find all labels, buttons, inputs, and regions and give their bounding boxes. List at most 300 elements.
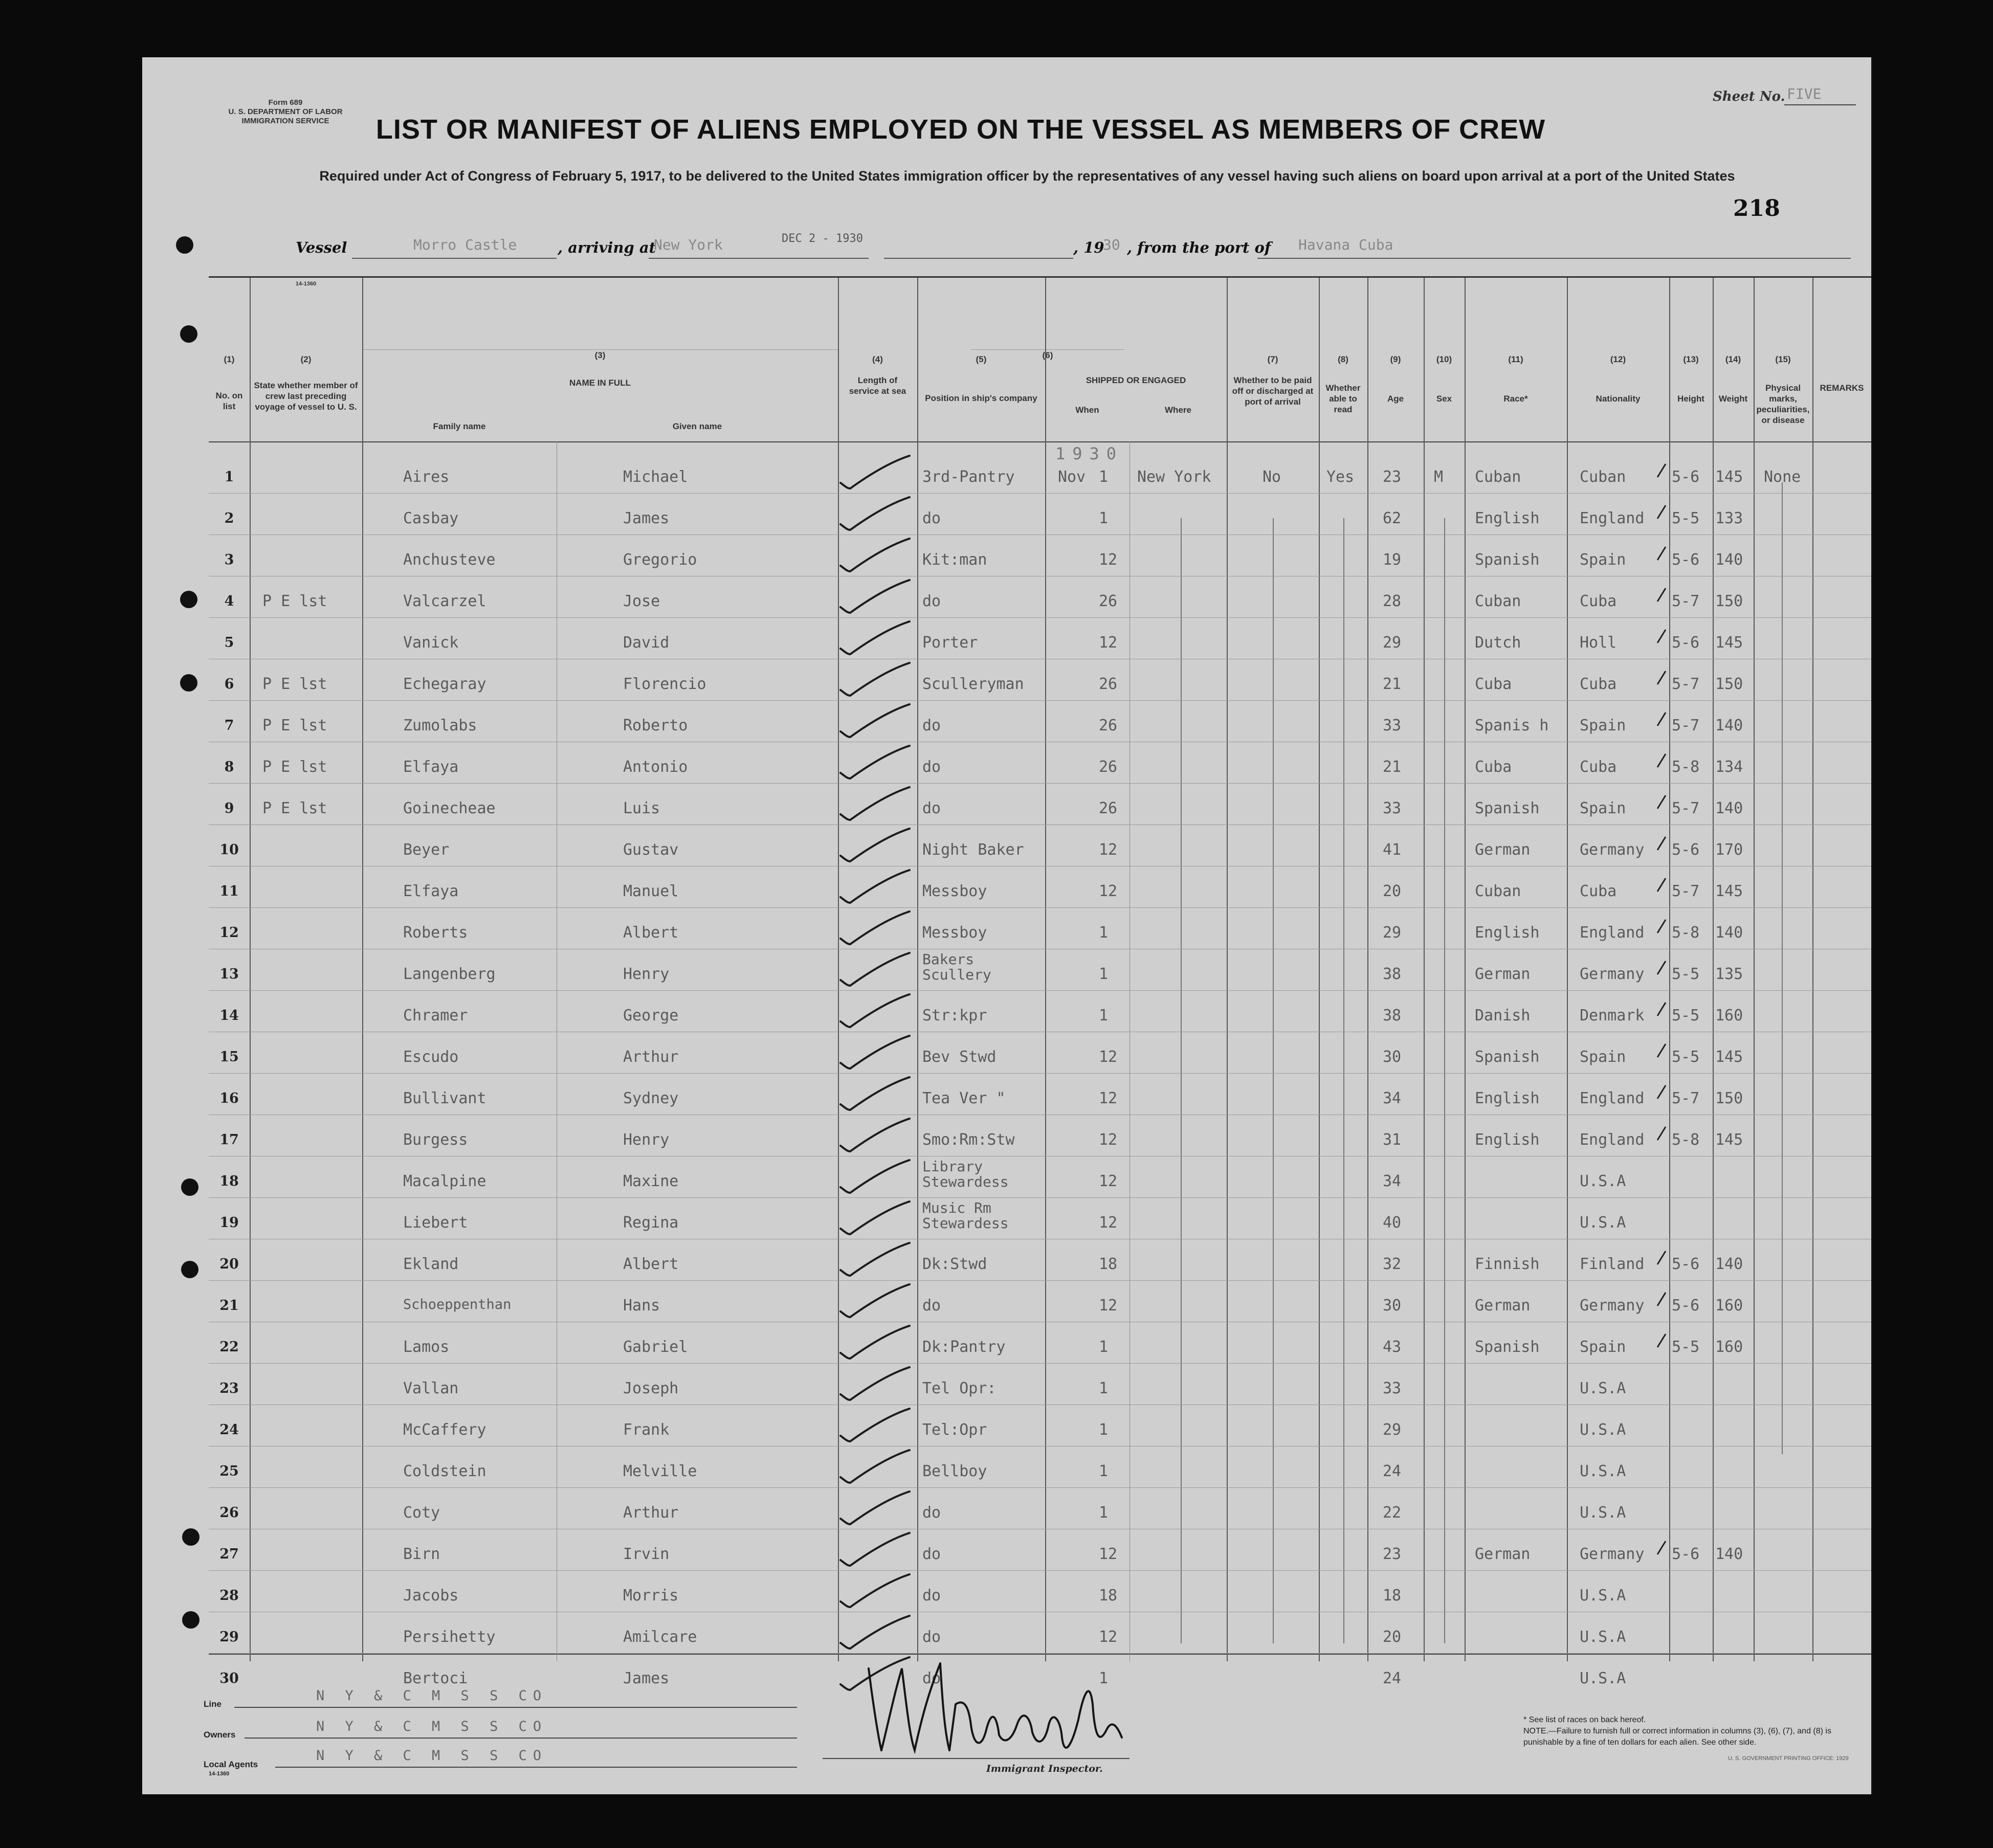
row-number: 7 xyxy=(224,718,234,733)
row-position: do xyxy=(922,1587,941,1605)
hdr-family-name: Family name xyxy=(433,421,486,431)
col-num-14: (14) xyxy=(1725,354,1741,364)
row-weight: 145 xyxy=(1715,1131,1743,1149)
check-mark-icon xyxy=(838,579,915,615)
row-race: Dutch xyxy=(1475,634,1521,652)
row-nationality: U.S.A xyxy=(1580,1669,1626,1687)
row-family-name: Burgess xyxy=(403,1131,468,1149)
hdr-weight: Weight xyxy=(1718,394,1748,404)
row-state: P E lst xyxy=(262,799,327,817)
row-race: English xyxy=(1475,509,1540,527)
row-given-name: Hans xyxy=(623,1297,660,1315)
line-label: Line xyxy=(204,1699,222,1709)
penalty-note: NOTE.—Failure to furnish full or correct information in columns (3), (6), (7), and (8) is punishable by a fine of ten dollars for each alien. See other side. xyxy=(1523,1727,1831,1747)
row-age: 40 xyxy=(1383,1214,1402,1232)
row-divider xyxy=(209,990,1871,991)
col-num-11: (11) xyxy=(1508,354,1523,364)
nationality-check-icon xyxy=(1656,836,1667,851)
table-row xyxy=(209,1073,1871,1114)
row-position: Bakers Scullery xyxy=(922,951,991,983)
row-when: 26 xyxy=(1099,799,1118,817)
col2-code: 14-1360 xyxy=(295,281,317,287)
check-mark-icon xyxy=(838,496,915,532)
row-height: 5-7 xyxy=(1672,675,1700,693)
row-given-name: James xyxy=(623,1669,670,1687)
row-given-name: Albert xyxy=(623,924,679,942)
shipped-year: 1930 xyxy=(1055,444,1124,463)
row-when: 12 xyxy=(1099,1214,1118,1232)
table-row xyxy=(209,949,1871,990)
owners-underline xyxy=(245,1738,797,1739)
row-weight: 140 xyxy=(1715,1255,1743,1273)
row-nationality: Cuba xyxy=(1580,592,1617,610)
row-nationality: Finland xyxy=(1580,1255,1645,1273)
row-race: English xyxy=(1475,924,1540,942)
row-position: do xyxy=(922,1545,941,1563)
row-nationality: Germany xyxy=(1580,841,1645,859)
row-age: 18 xyxy=(1383,1587,1402,1605)
row-age: 38 xyxy=(1383,1007,1402,1025)
vessel-underline xyxy=(352,258,557,259)
row-when: 12 xyxy=(1099,634,1118,652)
row-family-name: Vanick xyxy=(403,634,459,652)
row-number: 13 xyxy=(219,966,239,982)
row-when: 1 xyxy=(1099,468,1109,486)
nationality-check-icon xyxy=(1656,1250,1667,1265)
row-weight: 160 xyxy=(1715,1297,1743,1315)
hdr-able-read: Whether able to read xyxy=(1325,383,1361,414)
row-number: 30 xyxy=(219,1671,239,1686)
punch-hole xyxy=(180,325,197,343)
row-age: 24 xyxy=(1383,1462,1402,1480)
row-age: 21 xyxy=(1383,675,1402,693)
row-position: Library Stewardess xyxy=(922,1158,1009,1190)
table-row xyxy=(209,742,1871,783)
row-family-name: Macalpine xyxy=(403,1172,486,1190)
row-age: 38 xyxy=(1383,965,1402,983)
row-nationality: Holl xyxy=(1580,634,1617,652)
row-height: 5-6 xyxy=(1672,1545,1700,1563)
row-height: 5-6 xyxy=(1672,551,1700,569)
check-mark-icon xyxy=(838,538,915,573)
row-family-name: Elfaya xyxy=(403,758,459,776)
row-weight: 140 xyxy=(1715,799,1743,817)
row-given-name: Gregorio xyxy=(623,551,697,569)
nationality-check-icon xyxy=(1656,1540,1667,1555)
row-nationality: England xyxy=(1580,1131,1645,1149)
year-prefix: , 19 xyxy=(1073,239,1104,256)
row-weight: 150 xyxy=(1715,675,1743,693)
row-height: 5-8 xyxy=(1672,1131,1700,1149)
page-number: 218 xyxy=(1733,195,1780,221)
nationality-check-icon xyxy=(1656,919,1667,934)
row-when: 18 xyxy=(1099,1255,1118,1273)
row-number: 25 xyxy=(219,1463,239,1479)
row-position: do xyxy=(922,1504,941,1522)
inspector-label: Immigrant Inspector. xyxy=(986,1763,1103,1774)
row-race: Spanish xyxy=(1475,1048,1540,1066)
row-race: Cuban xyxy=(1475,592,1521,610)
row-height: 5-6 xyxy=(1672,1255,1700,1273)
check-mark-icon xyxy=(838,703,915,739)
sheet-number-label: Sheet No. xyxy=(1713,89,1785,104)
arriving-label: , arriving at xyxy=(558,239,656,256)
row-number: 29 xyxy=(219,1629,239,1645)
check-mark-icon xyxy=(838,993,915,1029)
check-mark-icon xyxy=(838,786,915,822)
row-when: 12 xyxy=(1099,1131,1118,1149)
check-mark-icon xyxy=(838,1159,915,1195)
nationality-check-icon xyxy=(1656,546,1667,561)
table-row xyxy=(209,1363,1871,1404)
row-age: 33 xyxy=(1383,799,1402,817)
row-given-name: Manuel xyxy=(623,882,679,900)
row-position: do xyxy=(922,1628,941,1646)
row-number: 22 xyxy=(219,1339,239,1355)
row-nationality: U.S.A xyxy=(1580,1587,1626,1605)
row-height: 5-7 xyxy=(1672,799,1700,817)
row-position: Smo:Rm:Stw xyxy=(922,1131,1015,1149)
row-given-name: Sydney xyxy=(623,1089,679,1107)
row-position: Messboy xyxy=(922,924,987,942)
row-nationality: England xyxy=(1580,1089,1645,1107)
row-given-name: Roberto xyxy=(623,717,688,734)
col-num-8: (8) xyxy=(1338,354,1348,364)
races-note: * See list of races on back hereof. xyxy=(1523,1716,1646,1724)
row-weight: 140 xyxy=(1715,1545,1743,1563)
row-height: 5-8 xyxy=(1672,758,1700,776)
from-port-underline xyxy=(1257,258,1851,259)
table-row xyxy=(209,907,1871,948)
row-nationality: U.S.A xyxy=(1580,1172,1626,1190)
row-given-name: Amilcare xyxy=(623,1628,697,1646)
date-stamp: DEC 2 - 1930 xyxy=(782,232,863,245)
col-num-7: (7) xyxy=(1267,354,1278,364)
col-num-15: (15) xyxy=(1775,354,1791,364)
row-nationality: Cuban xyxy=(1580,468,1626,486)
row-family-name: Coldstein xyxy=(403,1462,486,1480)
punch-hole xyxy=(182,1528,200,1546)
row-height: 5-6 xyxy=(1672,841,1700,859)
vessel-name: Morro Castle xyxy=(413,236,517,253)
row-nationality: Germany xyxy=(1580,965,1645,983)
name-header-divider xyxy=(362,349,838,350)
hdr-length-service: Length of service at sea xyxy=(849,375,906,396)
row-when-month: Nov xyxy=(1058,468,1086,486)
row-nationality: Germany xyxy=(1580,1545,1645,1563)
row-position: Porter xyxy=(922,634,978,652)
row-number: 3 xyxy=(224,552,234,568)
check-mark-icon xyxy=(838,662,915,698)
check-mark-icon xyxy=(838,1200,915,1236)
row-height: 5-7 xyxy=(1672,882,1700,900)
table-row xyxy=(209,783,1871,824)
hdr-position: Position in ship's company xyxy=(925,393,1037,403)
row-when: 26 xyxy=(1099,675,1118,693)
row-nationality: Spain xyxy=(1580,717,1626,734)
table-row xyxy=(209,700,1871,741)
nationality-check-icon xyxy=(1656,670,1667,685)
row-divider xyxy=(209,783,1871,784)
row-age: 30 xyxy=(1383,1297,1402,1315)
table-row xyxy=(209,990,1871,1031)
row-given-name: Albert xyxy=(623,1255,679,1273)
row-number: 17 xyxy=(219,1132,239,1148)
row-age: 41 xyxy=(1383,841,1402,859)
row-divider xyxy=(209,1570,1871,1571)
row-number: 4 xyxy=(224,593,234,609)
row-divider xyxy=(209,1487,1871,1488)
nationality-check-icon xyxy=(1656,960,1667,975)
col-num-10: (10) xyxy=(1436,354,1452,364)
row-age: 19 xyxy=(1383,551,1402,569)
row-position: Messboy xyxy=(922,882,987,900)
row-number: 15 xyxy=(219,1049,239,1065)
row-given-name: Gustav xyxy=(623,841,679,859)
row-nationality: U.S.A xyxy=(1580,1421,1626,1439)
row-divider xyxy=(209,1073,1871,1074)
row-height: 5-5 xyxy=(1672,965,1700,983)
row-age: 29 xyxy=(1383,634,1402,652)
row-position: Str:kpr xyxy=(922,1007,987,1025)
row-weight: 170 xyxy=(1715,841,1743,859)
row-number: 28 xyxy=(219,1588,239,1604)
row-position: Tel:Opr xyxy=(922,1421,987,1439)
hdr-given-name: Given name xyxy=(672,421,722,431)
row-family-name: Aires xyxy=(403,468,450,486)
table-row xyxy=(209,1280,1871,1321)
row-sex: M xyxy=(1434,468,1444,486)
nationality-check-icon xyxy=(1656,1292,1667,1307)
row-family-name: Jacobs xyxy=(403,1587,459,1605)
row-height: 5-6 xyxy=(1672,468,1700,486)
row-when: 12 xyxy=(1099,551,1118,569)
hdr-height: Height xyxy=(1677,394,1704,404)
row-position: do xyxy=(922,799,941,817)
table-row xyxy=(209,535,1871,575)
crew-table xyxy=(209,276,1871,1687)
row-nationality: U.S.A xyxy=(1580,1379,1626,1397)
check-mark-icon xyxy=(838,1615,915,1651)
row-nationality: Spain xyxy=(1580,1338,1626,1356)
row-nationality: Cuba xyxy=(1580,882,1617,900)
col-num-12: (12) xyxy=(1610,354,1626,364)
row-family-name: Goinecheae xyxy=(403,799,496,817)
row-number: 23 xyxy=(219,1381,239,1396)
row-number: 11 xyxy=(219,883,239,899)
hdr-paid-off: Whether to be paid off or discharged at port of arrival xyxy=(1232,375,1314,407)
owners-value: N Y & C M S S CO xyxy=(316,1719,548,1734)
nationality-check-icon xyxy=(1656,1001,1667,1017)
hdr-shipped: SHIPPED OR ENGAGED xyxy=(1086,375,1186,385)
row-number: 5 xyxy=(224,635,234,651)
row-race: Spanish xyxy=(1475,551,1540,569)
row-when: 12 xyxy=(1099,1048,1118,1066)
row-race: Cuban xyxy=(1475,468,1521,486)
check-mark-icon xyxy=(838,455,915,491)
punch-hole xyxy=(181,1178,198,1196)
vessel-label: Vessel xyxy=(296,239,347,256)
col-num-6: (6) xyxy=(1042,350,1053,360)
row-number: 26 xyxy=(219,1505,239,1521)
row-family-name: Birn xyxy=(403,1545,440,1563)
row-nationality: England xyxy=(1580,924,1645,942)
row-age: 30 xyxy=(1383,1048,1402,1066)
row-when: 12 xyxy=(1099,1172,1118,1190)
row-race: Spanish xyxy=(1475,799,1540,817)
footer-code: 14-1360 xyxy=(209,1771,230,1777)
row-divider xyxy=(209,617,1871,618)
row-weight: 145 xyxy=(1715,468,1743,486)
hdr-where: Where xyxy=(1165,405,1191,415)
nationality-check-icon xyxy=(1656,587,1667,603)
row-given-name: Henry xyxy=(623,1131,670,1149)
row-divider xyxy=(209,493,1871,494)
row-divider xyxy=(209,700,1871,701)
table-row xyxy=(209,825,1871,865)
row-race: English xyxy=(1475,1089,1540,1107)
row-age: 24 xyxy=(1383,1669,1402,1687)
row-height: 5-5 xyxy=(1672,1048,1700,1066)
row-age: 20 xyxy=(1383,882,1402,900)
row-family-name: Casbay xyxy=(403,509,459,527)
row-position: Dk:Stwd xyxy=(922,1255,987,1273)
row-divider xyxy=(209,1280,1871,1281)
check-mark-icon xyxy=(838,910,915,946)
shipped-header-divider xyxy=(971,349,1124,350)
row-nationality: U.S.A xyxy=(1580,1214,1626,1232)
date-underline xyxy=(884,258,1073,259)
punch-hole xyxy=(182,1611,200,1629)
manifest-sheet xyxy=(142,57,1873,1794)
row-position: do xyxy=(922,592,941,610)
check-mark-icon xyxy=(838,1325,915,1361)
from-port-label: , from the port of xyxy=(1127,239,1271,256)
hdr-state-whether: State whether member of crew last preceding voyage of vessel to U. S. xyxy=(254,381,358,412)
row-when: 1 xyxy=(1099,1338,1109,1356)
check-mark-icon xyxy=(838,1449,915,1485)
printer-imprint: U. S. GOVERNMENT PRINTING OFFICE: 1929 xyxy=(1728,1755,1849,1762)
row-number: 21 xyxy=(219,1298,239,1313)
row-when: 12 xyxy=(1099,882,1118,900)
row-nationality: U.S.A xyxy=(1580,1628,1626,1646)
sheet-number-underline xyxy=(1784,104,1856,105)
row-age: 21 xyxy=(1383,758,1402,776)
row-when: 12 xyxy=(1099,1089,1118,1107)
row-nationality: U.S.A xyxy=(1580,1462,1626,1480)
row-when: 1 xyxy=(1099,509,1109,527)
row-nationality: Spain xyxy=(1580,1048,1626,1066)
row-family-name: Liebert xyxy=(403,1214,468,1232)
hdr-remarks: REMARKS xyxy=(1820,383,1864,393)
inspector-underline xyxy=(823,1758,1130,1759)
department: U. S. DEPARTMENT OF LABOR xyxy=(228,107,343,116)
row-race: English xyxy=(1475,1131,1540,1149)
table-row xyxy=(209,1529,1871,1570)
check-mark-icon xyxy=(838,952,915,988)
table-row xyxy=(209,452,1871,493)
row-number: 18 xyxy=(219,1173,239,1189)
check-mark-icon xyxy=(838,1490,915,1526)
agents-label: Local Agents xyxy=(204,1760,258,1769)
nationality-check-icon xyxy=(1656,753,1667,768)
row-given-name: Maxine xyxy=(623,1172,679,1190)
row-when: 1 xyxy=(1099,1421,1109,1439)
row-age: 28 xyxy=(1383,592,1402,610)
row-given-name: Arthur xyxy=(623,1048,679,1066)
row-nationality: Denmark xyxy=(1580,1007,1645,1025)
col-num-4: (4) xyxy=(872,354,883,364)
col-num-5: (5) xyxy=(976,354,987,364)
row-divider xyxy=(209,1197,1871,1198)
row-number: 12 xyxy=(219,925,239,941)
row-race: Danish xyxy=(1475,1007,1531,1025)
table-row xyxy=(209,617,1871,658)
row-height: 5-5 xyxy=(1672,1338,1700,1356)
row-family-name: Bertoci xyxy=(403,1669,468,1687)
row-height: 5-7 xyxy=(1672,717,1700,734)
hdr-physical-marks: Physical marks, peculiarities, or disease xyxy=(1756,383,1810,425)
table-row xyxy=(209,1570,1871,1611)
row-physical-marks: None xyxy=(1764,468,1801,486)
row-when: 12 xyxy=(1099,841,1118,859)
punch-hole xyxy=(180,674,197,692)
row-when: 26 xyxy=(1099,592,1118,610)
table-row xyxy=(209,1322,1871,1363)
row-height: 5-5 xyxy=(1672,1007,1700,1025)
row-number: 6 xyxy=(224,676,234,692)
row-race: Spanis h xyxy=(1475,717,1549,734)
row-family-name: McCaffery xyxy=(403,1421,486,1439)
row-given-name: James xyxy=(623,509,670,527)
sheet-number-value: FIVE xyxy=(1787,85,1822,102)
row-divider xyxy=(209,907,1871,908)
row-age: 20 xyxy=(1383,1628,1402,1646)
row-where: New York xyxy=(1137,468,1211,486)
row-state: P E lst xyxy=(262,758,327,776)
form-number: Form 689 xyxy=(268,98,303,107)
check-mark-icon xyxy=(838,620,915,656)
row-given-name: George xyxy=(623,1007,679,1025)
row-weight: 140 xyxy=(1715,717,1743,734)
table-row xyxy=(209,866,1871,907)
row-number: 10 xyxy=(219,842,239,858)
row-state: P E lst xyxy=(262,592,327,610)
row-family-name: Escudo xyxy=(403,1048,459,1066)
nationality-check-icon xyxy=(1656,711,1667,727)
check-mark-icon xyxy=(838,1408,915,1443)
hdr-name-in-full: NAME IN FULL xyxy=(569,378,631,388)
col-num-13: (13) xyxy=(1683,354,1699,364)
check-mark-icon xyxy=(838,745,915,781)
row-when: 1 xyxy=(1099,1462,1109,1480)
hdr-nationality: Nationality xyxy=(1596,394,1641,404)
check-mark-icon xyxy=(838,869,915,905)
row-family-name: Beyer xyxy=(403,841,450,859)
row-position: do xyxy=(922,758,941,776)
row-position: Kit:man xyxy=(922,551,987,569)
table-row xyxy=(209,1446,1871,1487)
row-nationality: U.S.A xyxy=(1580,1504,1626,1522)
row-when: 18 xyxy=(1099,1587,1118,1605)
row-given-name: David xyxy=(623,634,670,652)
row-nationality: Spain xyxy=(1580,799,1626,817)
row-race: German xyxy=(1475,1545,1531,1563)
row-age: 33 xyxy=(1383,717,1402,734)
row-number: 1 xyxy=(224,469,234,485)
table-row xyxy=(209,1405,1871,1445)
row-given-name: Luis xyxy=(623,799,660,817)
